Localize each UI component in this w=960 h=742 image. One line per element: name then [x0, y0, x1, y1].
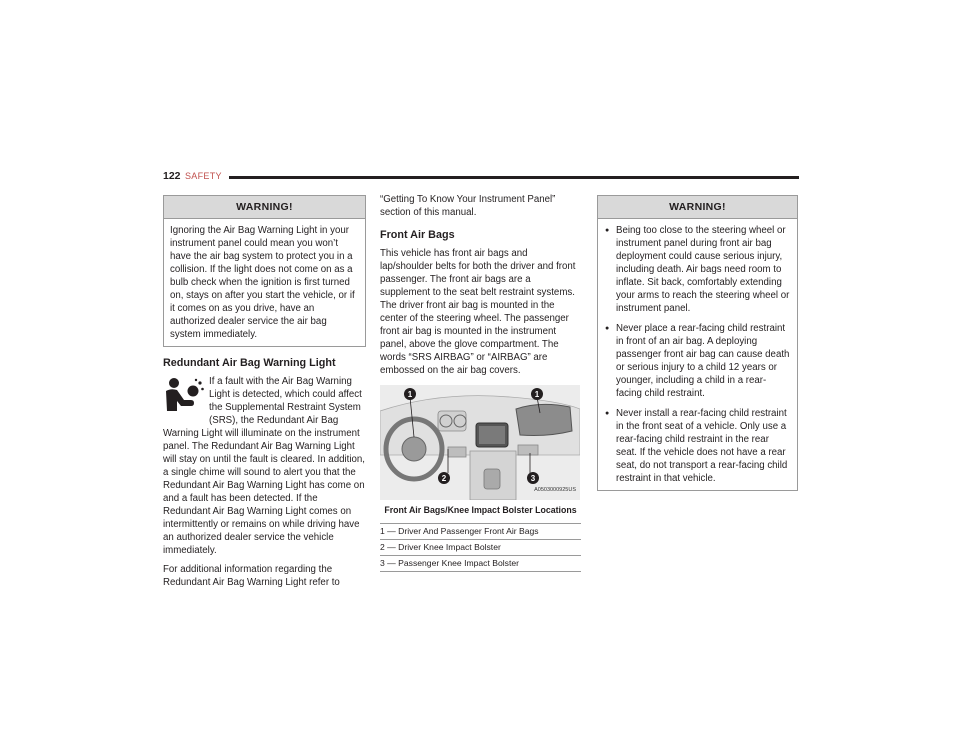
- redundant-paragraph-2: For additional information regarding the Redundant Air Bag Warning Light refer to: [163, 564, 340, 588]
- column-left: [163, 195, 366, 595]
- column-middle: [380, 193, 581, 572]
- legend-item: 1 — Driver And Passenger Front Air Bags: [380, 523, 581, 539]
- warning-item: ● Never install a rear-facing child restraint in the front seat of a vehicle. Only use a rear-facing child restraint in the rear seat. If the vehicle does not have a rear seat, do not transport a rear-facing child restraint in that vehicle.: [604, 407, 791, 485]
- legend-item: 3 — Passenger Knee Impact Bolster: [380, 555, 581, 572]
- section-title: SAFETY: [185, 171, 222, 181]
- redundant-paragraph-1: If a fault with the Air Bag Warning Light is detected, which could affect the Supplemental Restraint System (SRS), the Redundant Air Bag Warning Light will illuminate on the instrument panel. The Redundant Air Bag Warning Light will stay on until the fault is cleared. In addition, a single chime will sound to alert you that the Redundant Air Bag Warning Light has come on and a fault has been detected. If the Redundant Air Bag Warning Light comes on intermittently or remains on while driving have an authorized dealer service the vehicle immediately.: [163, 376, 365, 556]
- warning-list: [604, 224, 791, 485]
- warning-box-left: [163, 195, 366, 347]
- legend-item: 2 — Driver Knee Impact Bolster: [380, 539, 581, 555]
- redundant-heading: Redundant Air Bag Warning Light: [163, 357, 336, 369]
- callout-2: 2: [441, 474, 447, 483]
- front-airbags-paragraph: This vehicle has front air bags and lap/shoulder belts for both the driver and front passenger. The front air bags are a supplement to the seat belt restraint systems. The driver front air bag is mounted in the center of the steering wheel. The passenger front air bag is mounted in the instrument panel, above the glove compartment. The words “SRS AIRBAG” or “AIRBAG” are embossed on the air bag covers.: [380, 248, 576, 376]
- dashboard-figure: [380, 385, 580, 500]
- column-right: [597, 195, 798, 491]
- header-rule: [229, 176, 799, 179]
- figure-code: A0503000925US: [534, 487, 576, 493]
- warning-title: WARNING!: [598, 196, 797, 219]
- callout-1-driver: 1: [407, 390, 413, 399]
- figure-legend: [380, 523, 581, 572]
- warning-box-right: [597, 195, 798, 491]
- warning-title: WARNING!: [164, 196, 365, 219]
- figure-caption: Front Air Bags/Knee Impact Bolster Locations: [384, 505, 577, 515]
- warning-item: ● Being too close to the steering wheel or instrument panel during front air bag deployment could cause serious injury, including death. Air bags need room to inflate. Sit back, comfortably extending your arms to reach the steering wheel or instrument panel.: [604, 224, 791, 315]
- continuation-text: “Getting To Know Your Instrument Panel” section of this manual.: [380, 194, 556, 218]
- callout-1-passenger: 1: [534, 390, 540, 399]
- warning-text: Ignoring the Air Bag Warning Light in your instrument panel could mean you won’t have the air bag system to protect you in a collision. If the light does not come on as a bulb check when the ignition is first turned on, stays on after you start the vehicle, or if it comes on as you drive, have an authorized dealer service the air bag system immediately.: [170, 225, 355, 340]
- airbag-warning-icon: [163, 377, 205, 417]
- callout-3: 3: [530, 474, 536, 483]
- warning-item: ● Never place a rear-facing child restraint in front of an air bag. A deploying passenger front air bag can cause death or serious injury to a child 12 years or younger, including a child in a rear-facing child restraint.: [604, 322, 791, 400]
- warning-body: [598, 219, 797, 490]
- page-header: [163, 170, 799, 184]
- front-airbags-heading: Front Air Bags: [380, 229, 455, 241]
- page-number: 122: [163, 170, 181, 182]
